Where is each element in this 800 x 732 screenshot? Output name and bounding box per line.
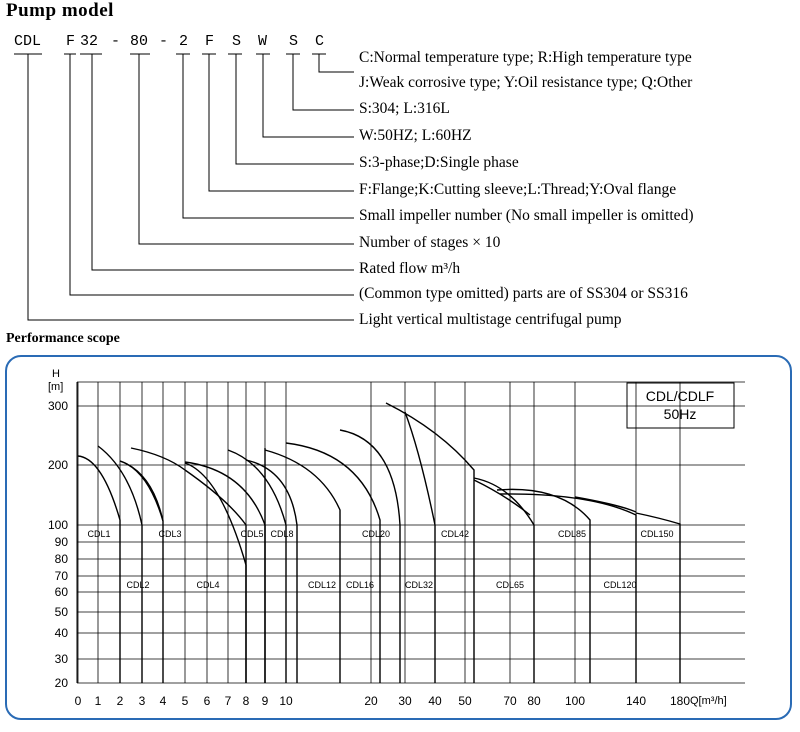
x-tick-180: 180 xyxy=(669,694,691,708)
x-tick-4: 4 xyxy=(159,694,167,708)
x-tick-6: 6 xyxy=(203,694,211,708)
y-tick-90: 90 xyxy=(54,535,68,549)
desc-phase: S:3-phase;D:Single phase xyxy=(359,154,519,171)
y-tick-60: 60 xyxy=(54,585,68,599)
y-tick-70: 70 xyxy=(54,569,68,583)
model-label-cdl20: CDL20 xyxy=(361,529,391,539)
curve-cdl4-lower xyxy=(185,463,246,683)
code-f: F xyxy=(66,33,76,50)
model-label-cdl8: CDL8 xyxy=(270,529,294,539)
desc-pump-type: Light vertical multistage centrifugal pump xyxy=(359,311,622,328)
curve-cdl5 xyxy=(185,462,265,683)
code-phase: S xyxy=(232,33,242,50)
model-label-cdl42: CDL42 xyxy=(440,529,470,539)
code-material: S xyxy=(289,33,299,50)
code-temperature: C xyxy=(315,33,325,50)
curve-cdl1 xyxy=(78,456,120,683)
model-label-cdl32: CDL32 xyxy=(404,580,434,590)
desc-stages: Number of stages × 10 xyxy=(359,234,501,251)
code-impeller: 2 xyxy=(179,33,189,50)
curve-cdl32 xyxy=(386,403,474,683)
model-label-cdl16: CDL16 xyxy=(345,580,375,590)
desc-temperature-1: C:Normal temperature type; R:High temperature type xyxy=(359,49,692,66)
desc-flow: Rated flow m³/h xyxy=(359,260,461,277)
desc-impeller: Small impeller number (No small impeller is omitted) xyxy=(359,207,694,224)
curve-cdl32-b xyxy=(405,412,435,683)
model-label-cdl150: CDL150 xyxy=(640,529,674,539)
y-tick-300: 300 xyxy=(47,399,68,413)
y-tick-30: 30 xyxy=(54,652,68,666)
curve-cdl3-lower xyxy=(120,461,163,521)
y-axis-unit: [m] xyxy=(48,381,64,393)
model-label-cdl2: CDL2 xyxy=(126,580,150,590)
x-tick-0: 0 xyxy=(74,694,82,708)
performance-title: Performance scope xyxy=(6,331,120,346)
model-label-cdl5: CDL5 xyxy=(240,529,264,539)
y-tick-40: 40 xyxy=(54,626,68,640)
x-tick-50: 50 xyxy=(458,694,472,708)
model-label-cdl1: CDL1 xyxy=(87,529,111,539)
x-tick-10: 10 xyxy=(279,694,293,708)
y-tick-100: 100 xyxy=(47,518,68,532)
model-label-cdl12: CDL12 xyxy=(307,580,337,590)
x-tick-30: 30 xyxy=(398,694,412,708)
model-label-cdl85: CDL85 xyxy=(557,529,587,539)
x-tick-100: 100 xyxy=(564,694,586,708)
x-tick-5: 5 xyxy=(181,694,189,708)
pump-model-title: Pump model xyxy=(6,0,114,21)
x-tick-20: 20 xyxy=(364,694,378,708)
x-tick-2: 2 xyxy=(116,694,124,708)
model-label-cdl120: CDL120 xyxy=(603,580,637,590)
y-tick-20: 20 xyxy=(54,676,68,690)
legend-frequency: 50Hz xyxy=(663,406,697,422)
curve-cdl8-b xyxy=(246,460,297,683)
y-tick-80: 80 xyxy=(54,552,68,566)
model-label-cdl4: CDL4 xyxy=(196,580,220,590)
model-label-cdl65: CDL65 xyxy=(495,580,525,590)
curve-cdl42-lower xyxy=(474,480,530,515)
x-axis-unit: Q[m³/h] xyxy=(690,695,727,707)
y-axis-label: H xyxy=(52,368,60,380)
desc-frequency: W:50HZ; L:60HZ xyxy=(359,127,472,144)
curve-cdl8 xyxy=(228,450,286,683)
x-tick-140: 140 xyxy=(625,694,647,708)
desc-material: S:304; L:316L xyxy=(359,100,450,117)
y-tick-200: 200 xyxy=(47,458,68,472)
x-tick-40: 40 xyxy=(428,694,442,708)
y-tick-50: 50 xyxy=(54,605,68,619)
x-tick-70: 70 xyxy=(503,694,517,708)
code-stages: 80 xyxy=(130,33,149,50)
chart-ticks xyxy=(48,399,690,708)
x-tick-3: 3 xyxy=(138,694,146,708)
chart-curves xyxy=(78,403,680,683)
curve-cdl12 xyxy=(265,450,340,683)
code-flow: 32 xyxy=(80,33,99,50)
code-frequency: W xyxy=(258,33,268,50)
x-tick-7: 7 xyxy=(224,694,232,708)
x-tick-9: 9 xyxy=(261,694,269,708)
code-dash-1: - xyxy=(111,33,121,50)
legend-title: CDL/CDLF xyxy=(645,388,715,404)
code-connection: F xyxy=(205,33,215,50)
curve-cdl16 xyxy=(286,443,380,683)
model-label-cdl3: CDL3 xyxy=(158,529,182,539)
x-tick-1: 1 xyxy=(94,694,102,708)
desc-connection: F:Flange;K:Cutting sleeve;L:Thread;Y:Oval flange xyxy=(359,181,677,198)
desc-parts: (Common type omitted) parts are of SS304 or SS316 xyxy=(359,285,688,302)
code-cdl: CDL xyxy=(14,33,42,50)
desc-temperature-2: J:Weak corrosive type; Y:Oil resistance type; Q:Other xyxy=(359,74,693,91)
x-tick-80: 80 xyxy=(527,694,541,708)
code-dash-2: - xyxy=(159,33,169,50)
x-tick-8: 8 xyxy=(242,694,250,708)
